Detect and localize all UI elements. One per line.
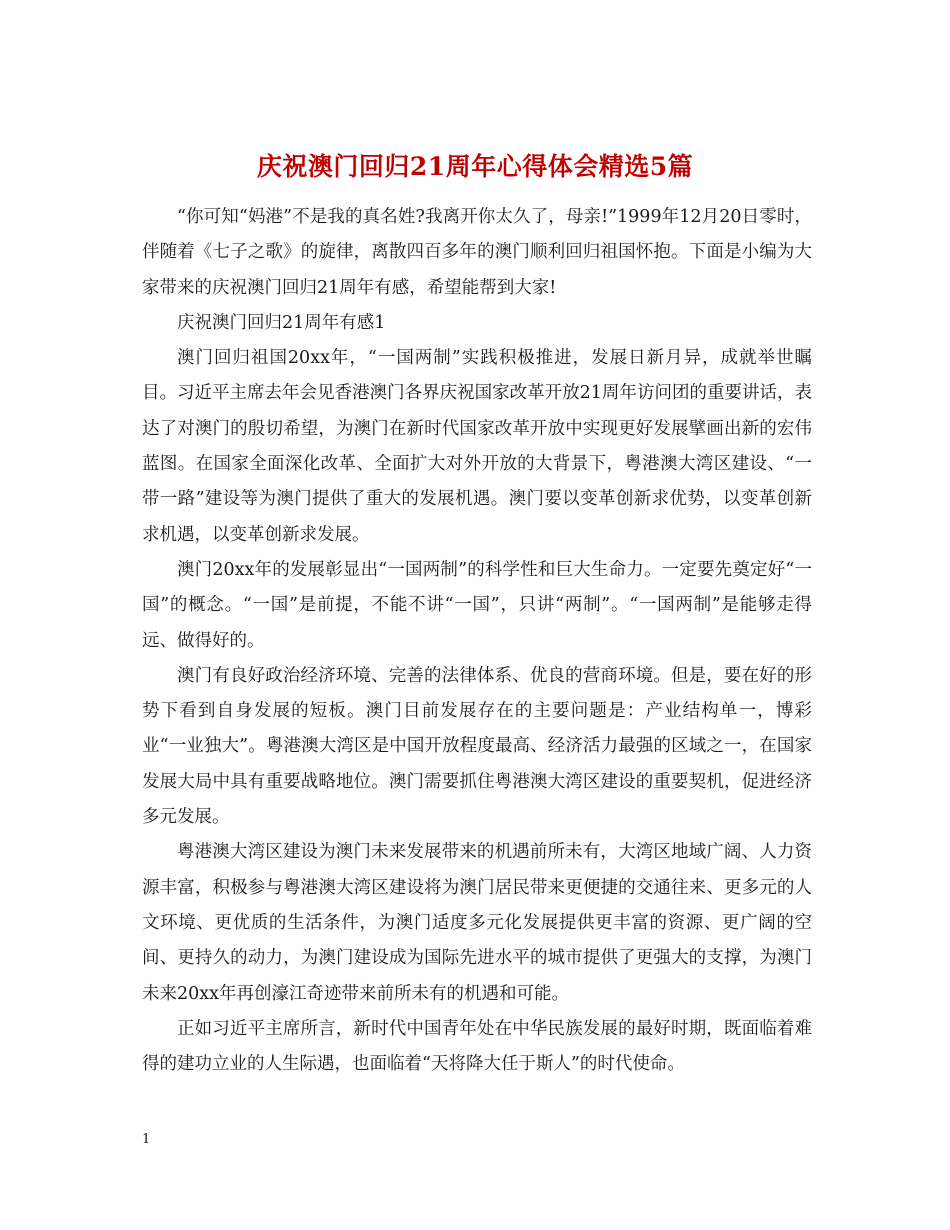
paragraph: 澳门20xx年的发展彰显出“一国两制”的科学性和巨大生命力。一定要先奠定好“一国”的概念。“一国”是前提，不能不讲“一国”，只讲“两制”。“一国两制”是能够走得远、做得好的。 [142, 559, 812, 651]
paragraph-intro: “你可知“妈港”不是我的真名姓?我离开你太久了，母亲!”1999年12月20日零时，伴随着《七子之歌》的旋律，离散四百多年的澳门顺利回归祖国怀抱。下面是小编为大家带来的庆祝澳门回归21周年有感，希望能帮到大家! [142, 207, 812, 298]
document-title: 庆祝澳门回归21周年心得体会精选5篇 [256, 151, 694, 181]
page-number: 1 [142, 1132, 151, 1147]
paragraph: 粤港澳大湾区建设为澳门未来发展带来的机遇前所未有，大湾区地域广阔、人力资源丰富，积极参与粤港澳大湾区建设将为澳门居民带来更便捷的交通往来、更多元的人文环境、更优质的生活条件，为澳门适度多元化发展提供更丰富的资源、更广阔的空间、更持久的动力，为澳门建设成为国际先进水平的城市提供了更强大的支撑，为澳门未来20xx年再创濠江奇迹带来前所未有的机遇和可能。 [142, 842, 812, 1004]
paragraph: 澳门回归祖国20xx年，“一国两制”实践积极推进，发展日新月异，成就举世瞩目。习近平主席去年会见香港澳门各界庆祝国家改革开放21周年访问团的重要讲话，表达了对澳门的殷切希望，为澳门在新时代国家改革开放中实现更好发展擘画出新的宏伟蓝图。在国家全面深化改革、全面扩大对外开放的大背景下，粤港澳大湾区建设、“一带一路”建设等为澳门提供了重大的发展机遇。澳门要以变革创新求优势，以变革创新求机遇，以变革创新求发展。 [142, 348, 812, 545]
document-body [142, 200, 812, 1082]
section-heading: 庆祝澳门回归21周年有感1 [177, 312, 386, 333]
paragraph: 正如习近平主席所言，新时代中国青年处在中华民族发展的最好时期，既面临着难得的建功立业的人生际遇，也面临着“天将降大任于斯人”的时代使命。 [142, 1018, 812, 1075]
paragraph: 澳门有良好政治经济环境、完善的法律体系、优良的营商环境。但是，要在好的形势下看到自身发展的短板。澳门目前发展存在的主要问题是：产业结构单一，博彩业“一业独大”。粤港澳大湾区是中国开放程度最高、经济活力最强的区域之一，在国家发展大局中具有重要战略地位。澳门需要抓住粤港澳大湾区建设的重要契机，促进经济多元发展。 [142, 665, 812, 828]
